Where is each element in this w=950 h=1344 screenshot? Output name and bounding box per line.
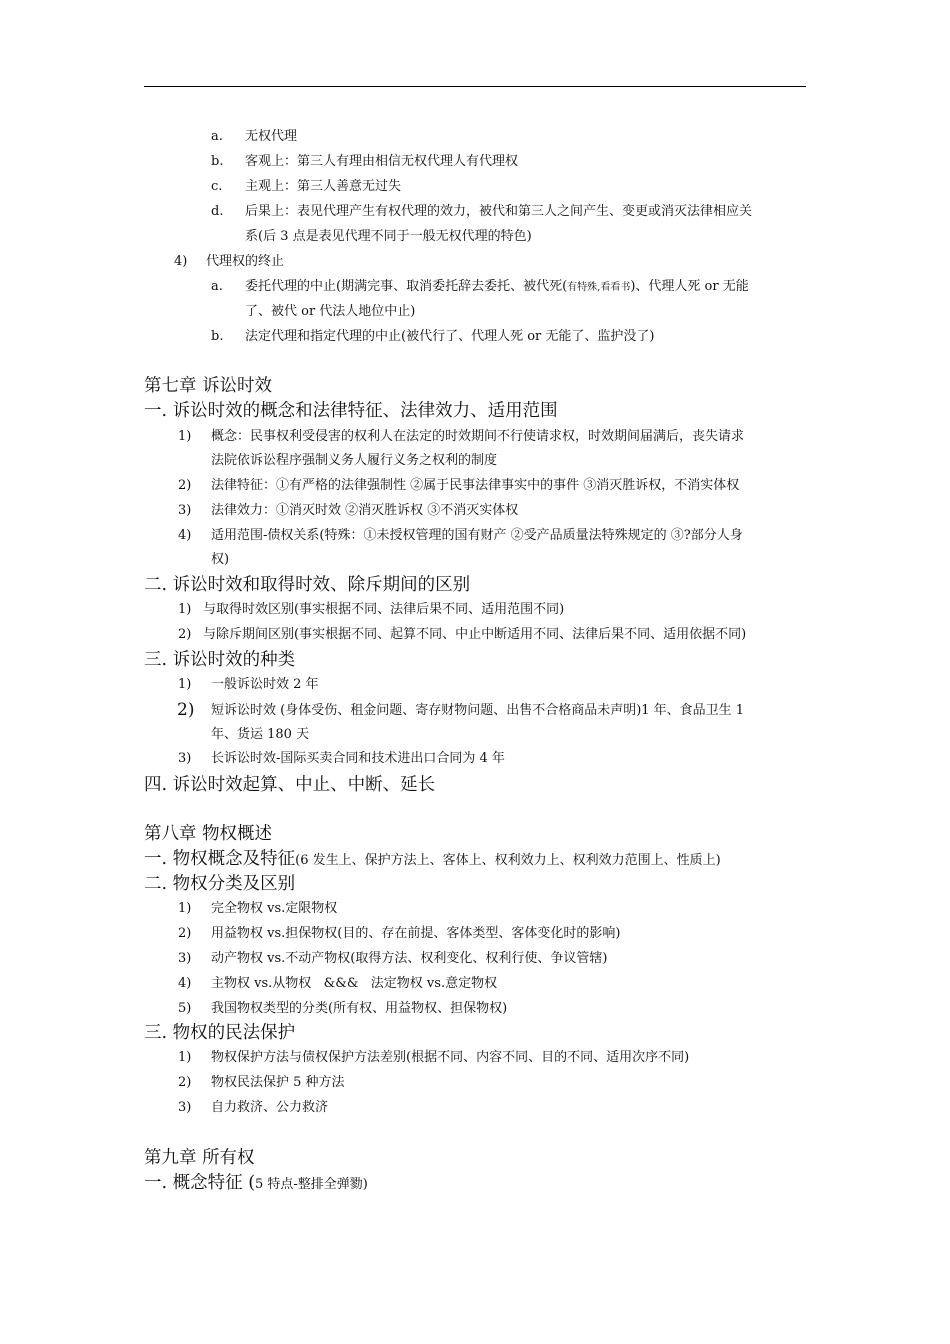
list-item: 长诉讼时效-国际买卖合同和技术进出口合同为 4 年 xyxy=(211,751,505,766)
section-title: 二. 物权分类及区别 xyxy=(144,874,296,894)
list-marker: 3) xyxy=(178,503,192,518)
list-marker: a. xyxy=(211,279,223,294)
list-item-continuation: 了、被代 or 代法人地位中止) xyxy=(245,304,416,319)
list-marker: 2) xyxy=(178,478,192,493)
section-title xyxy=(144,1172,368,1196)
list-item xyxy=(245,278,749,297)
list-item: 一般诉讼时效 2 年 xyxy=(211,677,319,692)
list-item: 后果上：表见代理产生有权代理的效力，被代和第三人之间产生、变更或消灭法律相应关 xyxy=(245,204,753,219)
section-note: (6 发生上、保护方法上、客体上、权利效力上、权利效力范围上、性质上) xyxy=(295,853,721,868)
section-title-text: 一. 物权概念及特征 xyxy=(144,849,296,869)
section-title: 三. 诉讼时效的种类 xyxy=(144,650,296,670)
list-item-text: )、代理人死 or 无能 xyxy=(630,279,749,294)
list-marker: 1) xyxy=(178,677,192,692)
list-marker: 1) xyxy=(178,901,192,916)
list-item: 无权代理 xyxy=(245,129,298,144)
list-marker: 2) xyxy=(178,627,192,642)
list-item-continuation: 法院依诉讼程序强制义务人履行义务之权利的制度 xyxy=(211,453,498,468)
list-item: 客观上：第三人有理由相信无权代理人有代理权 xyxy=(245,154,519,169)
chapter-title: 第九章 所有权 xyxy=(144,1148,255,1168)
header-rule xyxy=(144,86,806,87)
list-item: 主观上：第三人善意无过失 xyxy=(245,179,402,194)
list-item: 与除斥期间区别(事实根据不同、起算不同、中止中断适用不同、法律后果不同、适用依据不同) xyxy=(203,627,747,642)
list-marker: 4) xyxy=(178,528,192,543)
list-item: 适用范围-债权关系(特殊：①未授权管理的国有财产 ②受产品质量法特殊规定的 ③?部分人身 xyxy=(211,528,743,543)
list-item: 完全物权 vs.定限物权 xyxy=(211,901,338,916)
list-item-small-note: 有特殊,看看书 xyxy=(567,282,631,293)
list-marker: 1) xyxy=(178,602,192,617)
list-item: 主物权 vs.从物权 &&& 法定物权 vs.意定物权 xyxy=(211,976,498,991)
list-item: 自力救济、公力救济 xyxy=(211,1100,329,1115)
list-marker: 4) xyxy=(178,976,192,991)
list-marker: 2) xyxy=(178,1075,192,1090)
section-note: 5 特点-整排全弹勠) xyxy=(255,1177,368,1192)
list-marker: b. xyxy=(211,329,224,344)
list-item: 与取得时效区别(事实根据不同、法律后果不同、适用范围不同) xyxy=(203,602,565,617)
list-marker: 3) xyxy=(178,951,192,966)
list-item: 用益物权 vs.担保物权(目的、存在前提、客体类型、客体变化时的影响) xyxy=(211,926,621,941)
list-item: 法律特征：①有严格的法律强制性 ②属于民事法律事实中的事件 ③消灭胜诉权，不消实体权 xyxy=(211,478,740,493)
list-item-continuation: 系(后 3 点是表见代理不同于一般无权代理的特色) xyxy=(245,229,532,244)
list-marker: c. xyxy=(211,179,223,194)
chapter-title: 第八章 物权概述 xyxy=(144,824,273,844)
section-title-text: 一. 概念特征 ( xyxy=(144,1173,256,1193)
list-marker: 3) xyxy=(178,1100,192,1115)
list-item: 我国物权类型的分类(所有权、用益物权、担保物权) xyxy=(211,1001,508,1016)
list-marker: 2) xyxy=(177,700,195,720)
list-marker: 1) xyxy=(178,429,192,444)
section-title xyxy=(144,848,721,872)
section-title: 三. 物权的民法保护 xyxy=(144,1023,296,1043)
list-marker: 1) xyxy=(178,1050,192,1065)
section-title: 四. 诉讼时效起算、中止、中断、延长 xyxy=(144,775,436,795)
list-item: 法定代理和指定代理的中止(被代行了、代理人死 or 无能了、监护没了) xyxy=(245,329,655,344)
list-item: 代理权的终止 xyxy=(206,254,285,269)
list-marker: b. xyxy=(211,154,224,169)
list-item: 动产物权 vs.不动产物权(取得方法、权利变化、权利行使、争议管辖) xyxy=(211,951,608,966)
chapter-title: 第七章 诉讼时效 xyxy=(144,376,273,396)
list-item: 短诉讼时效 (身体受伤、租金问题、寄存财物问题、出售不合格商品未声明)1 年、食品卫生 1 xyxy=(211,703,745,718)
list-item-text: 委托代理的中止(期满完事、取消委托辞去委托、被代死( xyxy=(245,279,568,294)
list-item-continuation: 年、货运 180 天 xyxy=(211,727,310,742)
list-marker: a. xyxy=(211,129,223,144)
list-item: 物权民法保护 5 种方法 xyxy=(211,1075,345,1090)
list-marker: d. xyxy=(211,204,224,219)
list-marker: 4) xyxy=(174,254,188,269)
list-item: 法律效力：①消灭时效 ②消灭胜诉权 ③不消灭实体权 xyxy=(211,503,519,518)
list-marker: 5) xyxy=(178,1001,192,1016)
section-title: 一. 诉讼时效的概念和法律特征、法律效力、适用范围 xyxy=(144,401,558,421)
list-item-continuation: 权) xyxy=(211,552,230,567)
list-marker: 3) xyxy=(178,751,192,766)
list-item: 物权保护方法与债权保护方法差别(根据不同、内容不同、目的不同、适用次序不同) xyxy=(211,1050,690,1065)
section-title: 二. 诉讼时效和取得时效、除斥期间的区别 xyxy=(144,575,471,595)
list-item: 概念：民事权利受侵害的权利人在法定的时效期间不行使请求权，时效期间届满后，丧失请求 xyxy=(211,429,745,444)
list-marker: 2) xyxy=(178,926,192,941)
